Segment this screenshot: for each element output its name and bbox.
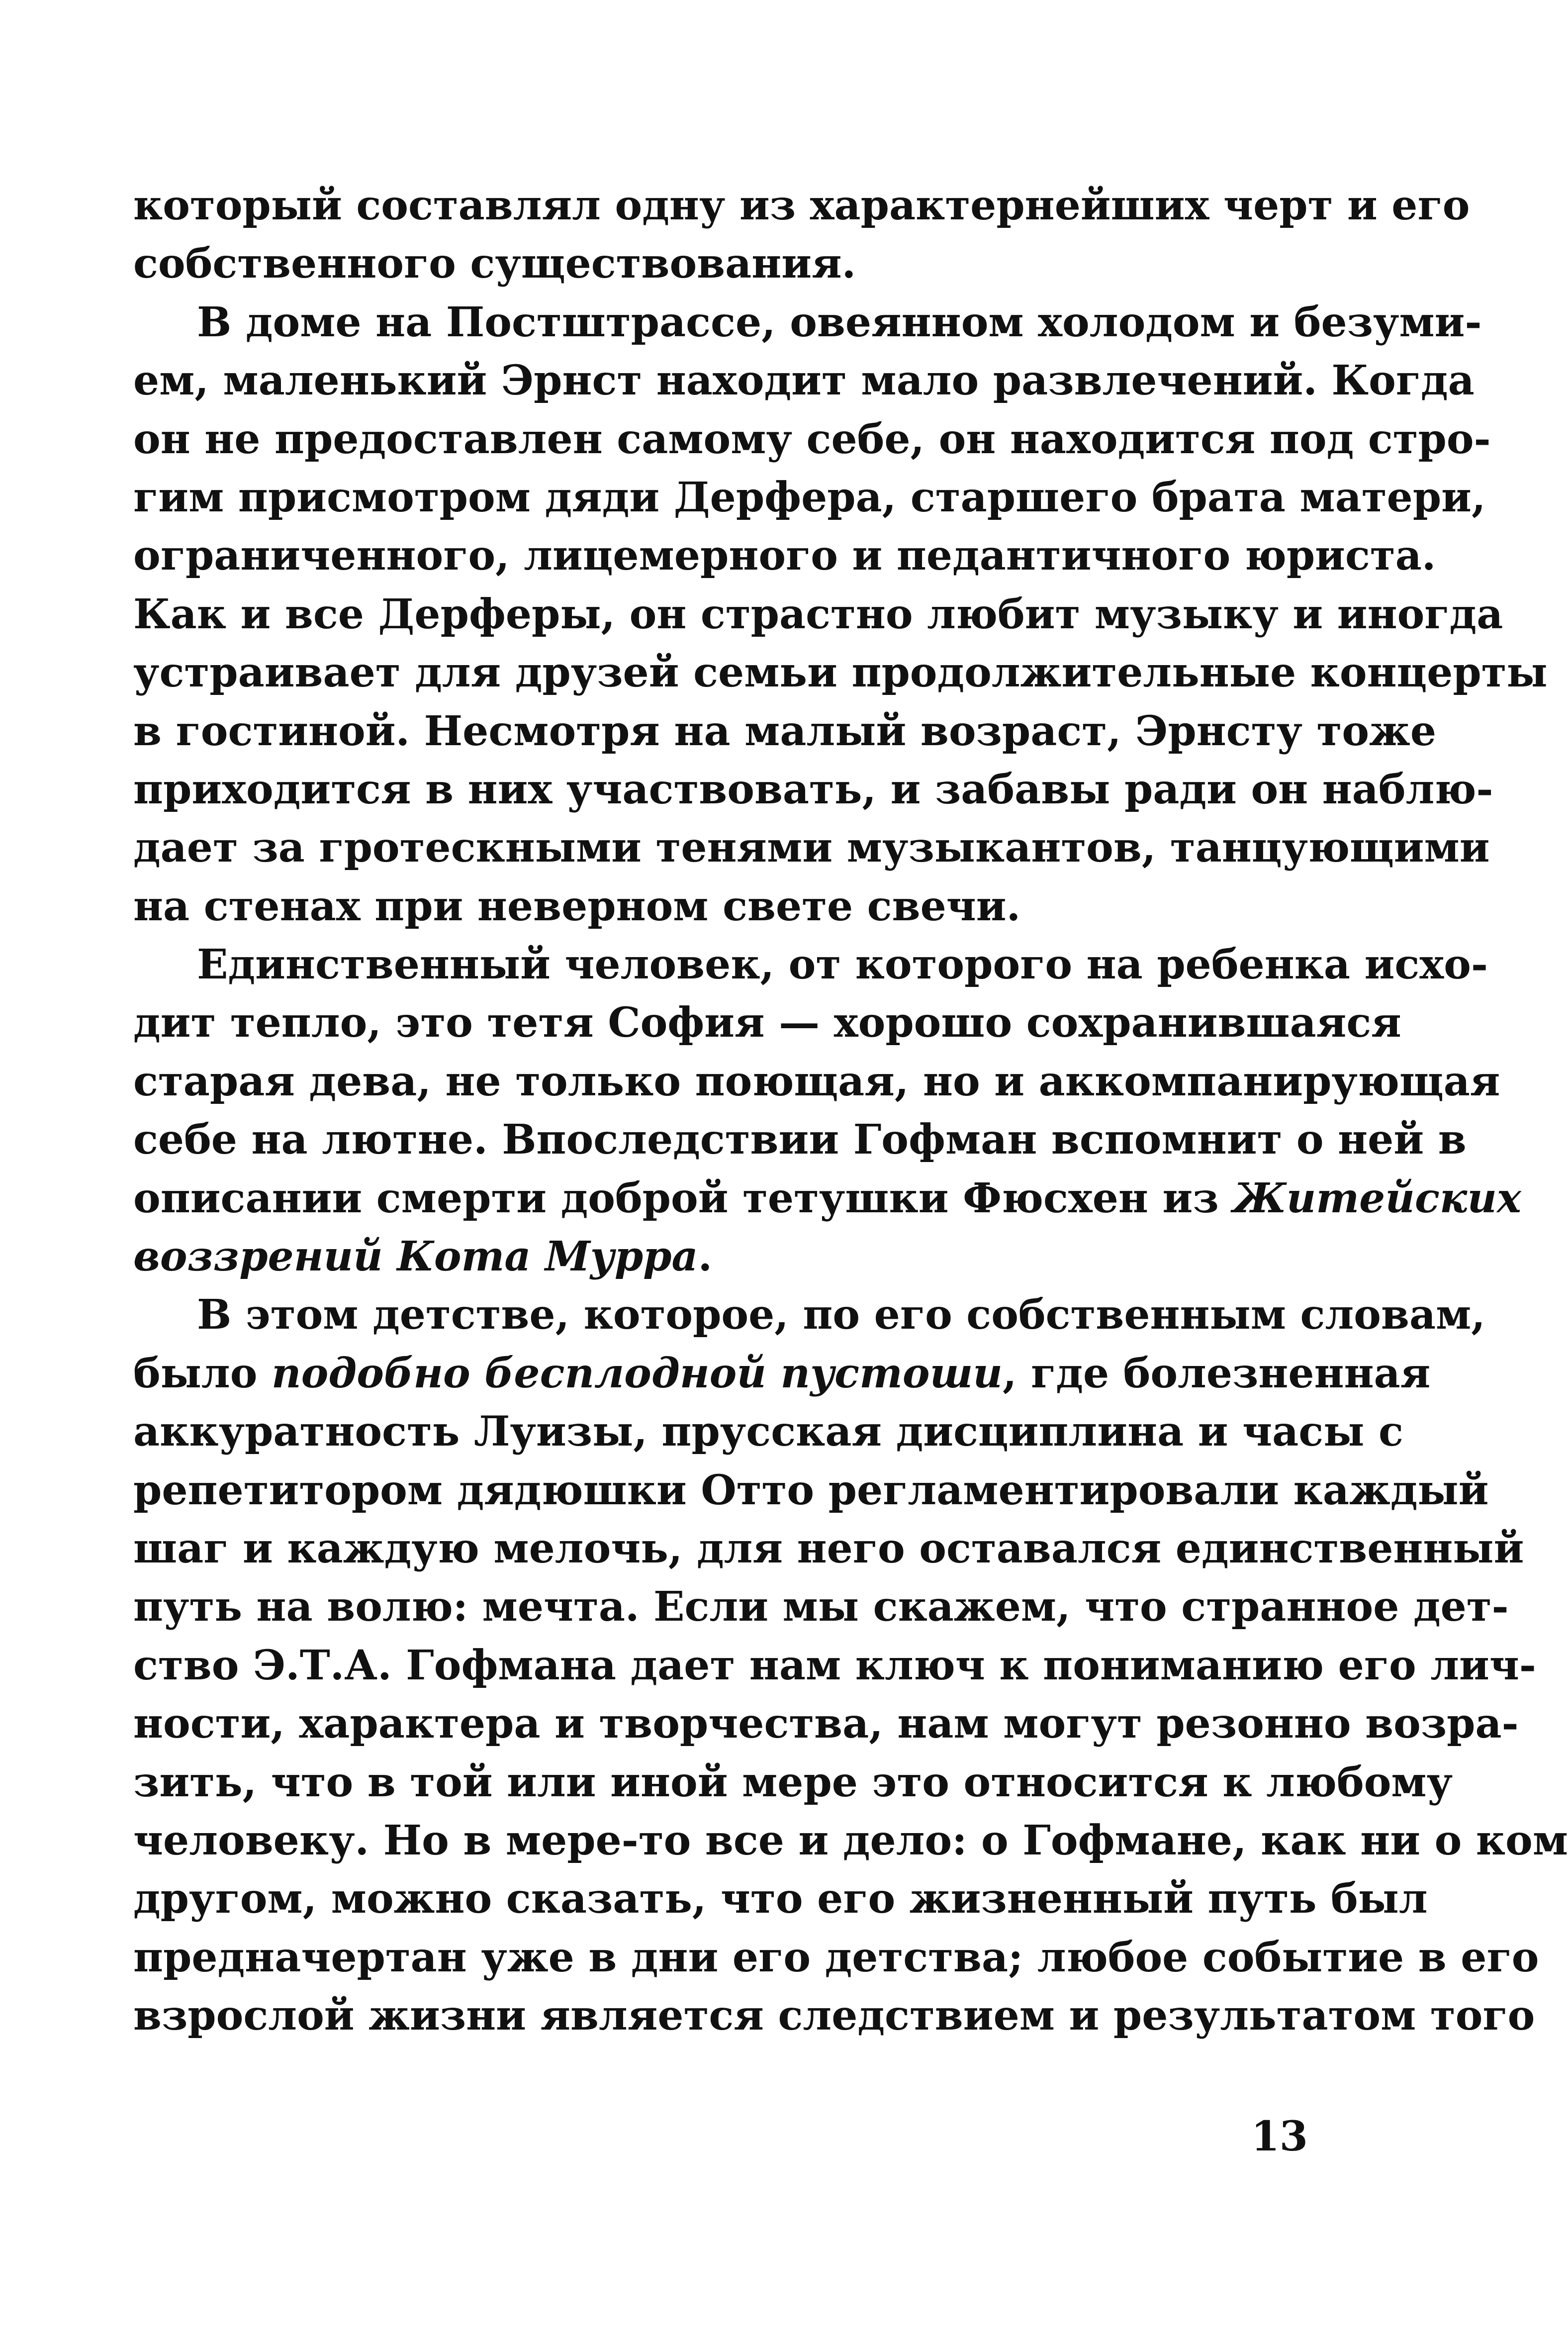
paragraph-start-line: В этом детстве, которое, по его собственным словам, xyxy=(197,1291,1485,1339)
body-text xyxy=(133,177,1568,2046)
page-number: 13 xyxy=(1251,2113,1308,2160)
text-line: собственного существования. xyxy=(133,240,856,288)
text-line: гим присмотром дяди Дерфера, старшего брата матери, xyxy=(133,473,1486,521)
text-line: который составлял одну из характернейших черт и его xyxy=(133,182,1470,229)
text-line: дает за гротескными тенями музыкантов, танцующими xyxy=(133,824,1490,872)
text-line: дит тепло, это тетя София — хорошо сохранившаяся xyxy=(133,999,1401,1047)
text-line: Как и все Дерферы, он страстно любит музыку и иногда xyxy=(133,590,1503,638)
italic-title-segment: воззрений Кота Мурра xyxy=(133,1233,698,1281)
text-segment: было xyxy=(133,1349,272,1397)
text-line xyxy=(133,1345,1431,1403)
text-line: ности, характера и творчества, нам могут резонно возра- xyxy=(133,1700,1519,1748)
text-line: ограниченного, лицемерного и педантичного юриста. xyxy=(133,532,1436,580)
text-segment: описании смерти доброй тетушки Фюсхен из xyxy=(133,1174,1233,1222)
italic-title-segment: Житейских xyxy=(1233,1174,1521,1222)
text-line: приходится в них участвовать, и забавы ради он наблю- xyxy=(133,765,1493,813)
text-line: он не предоставлен самому себе, он находится под стро- xyxy=(133,415,1491,463)
text-line: путь на волю: мечта. Если мы скажем, что странное дет- xyxy=(133,1583,1509,1631)
text-segment: , где болезненная xyxy=(1002,1349,1431,1397)
text-line: аккуратность Луизы, прусская дисциплина и часы с xyxy=(133,1408,1403,1456)
paragraph-start-line: Единственный человек, от которого на ребенка исхо- xyxy=(197,941,1488,989)
text-line: старая дева, не только поющая, но и аккомпанирующая xyxy=(133,1057,1500,1105)
text-line xyxy=(133,1169,1521,1228)
text-line: предначертан уже в дни его детства; любое событие в его xyxy=(133,1933,1539,1981)
text-line: ем, маленький Эрнст находит мало развлечений. Когда xyxy=(133,357,1475,405)
paragraph-start-line: В доме на Постштрассе, овеянном холодом и безуми- xyxy=(197,298,1482,346)
text-line: себе на лютне. Впоследствии Гофман вспомнит о ней в xyxy=(133,1116,1467,1164)
text-line: репетитором дядюшки Отто регламентировали каждый xyxy=(133,1466,1489,1514)
text-line: другом, можно сказать, что его жизненный путь был xyxy=(133,1875,1428,1923)
italic-quote-segment: подобно бесплодной пустоши xyxy=(271,1349,1003,1397)
text-line: зить, что в той или иной мере это относится к любому xyxy=(133,1758,1453,1806)
text-line: ство Э.Т.А. Гофмана дает нам ключ к пониманию его лич- xyxy=(133,1641,1536,1689)
text-line: устраивает для друзей семьи продолжительные концерты xyxy=(133,649,1548,697)
text-line: человеку. Но в мере-то все и дело: о Гофмане, как ни о ком xyxy=(133,1816,1568,1864)
text-line: на стенах при неверном свете свечи. xyxy=(133,882,1021,930)
text-line: в гостиной. Несмотря на малый возраст, Эрнсту тоже xyxy=(133,707,1436,755)
text-line xyxy=(133,1228,1307,1286)
text-segment: . xyxy=(698,1233,713,1281)
text-line: взрослой жизни является следствием и результатом того xyxy=(133,1992,1535,2040)
text-line: шаг и каждую мелочь, для него оставался единственный xyxy=(133,1524,1524,1572)
